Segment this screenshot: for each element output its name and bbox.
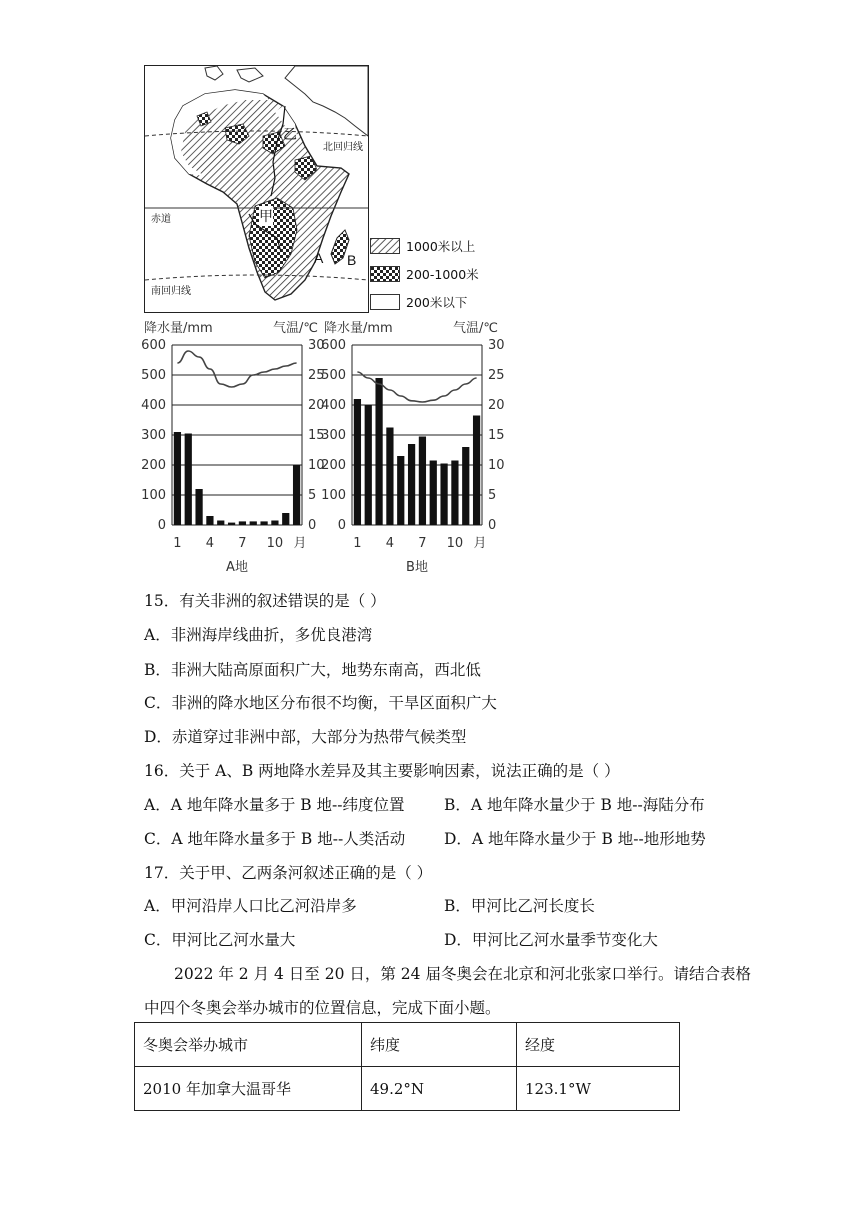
y2-tick-label: 15	[308, 428, 325, 443]
river-label-jia: 甲	[259, 206, 273, 226]
y-tick-label: 300	[321, 428, 346, 443]
question-15-stem: 15．有关非洲的叙述错误的是（ ）	[144, 592, 386, 610]
y2-tick-label: 5	[488, 488, 497, 503]
question-16-option-c: C．A 地年降水量多于 B 地--人类活动	[144, 830, 406, 848]
y2-tick-label: 15	[488, 428, 505, 443]
precipitation-bar	[451, 461, 458, 526]
intro-line-2: 中四个冬奥会举办城市的位置信息，完成下面小题。	[144, 999, 501, 1017]
precipitation-bar	[473, 416, 480, 526]
table-header-cell: 经度	[517, 1023, 680, 1067]
y-axis-label: 降水量/mm	[324, 321, 393, 336]
legend-item-low	[370, 292, 510, 312]
y2-axis-label: 气温/℃	[273, 321, 318, 336]
precipitation-bar	[174, 432, 181, 525]
intro-line-1: 2022 年 2 月 4 日至 20 日，第 24 届冬奥会在北京和河北张家口举行。请结合表格	[174, 965, 751, 983]
precipitation-bar	[271, 521, 278, 526]
x-tick-label: 4	[385, 536, 395, 551]
y2-tick-label: 20	[488, 398, 505, 413]
precipitation-bar	[430, 461, 437, 526]
question-17-stem: 17．关于甲、乙两条河叙述正确的是（ ）	[144, 864, 433, 882]
legend-label: 200米以下	[406, 295, 468, 310]
precipitation-bar	[282, 513, 289, 525]
y-tick-label: 200	[321, 458, 346, 473]
precipitation-bar	[217, 521, 224, 526]
precipitation-bar	[365, 405, 372, 525]
precipitation-bar	[386, 428, 393, 526]
y2-tick-label: 25	[488, 368, 505, 383]
question-17-option-b: B．甲河比乙河长度长	[444, 897, 595, 915]
equator-label: 赤道	[151, 214, 171, 225]
precipitation-bar	[375, 378, 382, 525]
africa-topographic-map	[144, 65, 369, 313]
point-label-a: A	[314, 250, 324, 266]
y-tick-label: 0	[337, 518, 346, 533]
question-15-option-d: D．赤道穿过非洲中部，大部分为热带气候类型	[144, 728, 467, 746]
y-tick-label: 100	[321, 488, 346, 503]
precipitation-bar	[408, 444, 415, 525]
chart-title: B地	[406, 560, 428, 575]
y2-tick-label: 0	[308, 518, 317, 533]
question-17-option-c: C．甲河比乙河水量大	[144, 931, 296, 949]
precipitation-bar	[206, 516, 213, 525]
precipitation-bar	[354, 399, 361, 525]
blank-swatch-icon	[370, 294, 400, 310]
olympics-table	[134, 1022, 680, 1111]
tropic-south-label: 南回归线	[151, 286, 191, 297]
y-tick-label: 200	[141, 458, 166, 473]
point-label-b: B	[347, 252, 357, 268]
y2-tick-label: 0	[488, 518, 497, 533]
precipitation-bar	[185, 434, 192, 526]
precipitation-bar	[195, 489, 202, 525]
legend-item-high	[370, 236, 510, 256]
table-cell: 49.2°N	[362, 1067, 517, 1111]
x-tick-label: 4	[205, 536, 215, 551]
table-header-cell: 冬奥会举办城市	[135, 1023, 362, 1067]
y-tick-label: 600	[321, 338, 346, 353]
precipitation-bar	[293, 465, 300, 525]
x-tick-label: 7	[418, 536, 427, 551]
checker-swatch-icon	[370, 266, 400, 282]
x-tick-label: 10	[266, 536, 284, 551]
question-15-option-c: C．非洲的降水地区分布很不均衡，干旱区面积广大	[144, 694, 497, 712]
y-tick-label: 500	[141, 368, 166, 383]
chart-title: A地	[226, 560, 248, 575]
x-unit-label: 月	[293, 536, 307, 551]
x-tick-label: 10	[446, 536, 464, 551]
question-17-option-a: A．甲河沿岸人口比乙河沿岸多	[144, 897, 357, 915]
question-15-option-b: B．非洲大陆高原面积广大，地势东南高，西北低	[144, 661, 481, 679]
precipitation-bar	[440, 464, 447, 526]
question-17-option-d: D．甲河比乙河水量季节变化大	[444, 931, 658, 949]
legend-item-mid	[370, 264, 510, 284]
temperature-line	[177, 351, 296, 387]
precipitation-bar	[228, 523, 235, 525]
question-16-option-d: D．A 地年降水量少于 B 地--地形地势	[444, 830, 706, 848]
y2-tick-label: 20	[308, 398, 325, 413]
legend-label: 1000米以上	[406, 239, 476, 254]
y-axis-label: 降水量/mm	[144, 321, 213, 336]
y2-axis-label: 气温/℃	[453, 321, 498, 336]
precipitation-bar	[419, 437, 426, 526]
tropic-north-label: 北回归线	[323, 142, 363, 153]
map-drawing	[145, 66, 368, 312]
question-15-option-a: A．非洲海岸线曲折，多优良港湾	[144, 626, 373, 644]
precipitation-bar	[250, 521, 257, 525]
table-row	[135, 1067, 680, 1111]
precipitation-bar	[397, 456, 404, 525]
y-tick-label: 400	[141, 398, 166, 413]
precipitation-bar	[260, 521, 267, 525]
table-cell: 2010 年加拿大温哥华	[135, 1067, 362, 1111]
x-tick-label: 1	[353, 536, 362, 551]
y2-tick-label: 25	[308, 368, 325, 383]
y-tick-label: 300	[141, 428, 166, 443]
y-tick-label: 500	[321, 368, 346, 383]
y-tick-label: 0	[157, 518, 166, 533]
precipitation-bar	[462, 447, 469, 525]
y2-tick-label: 30	[308, 338, 325, 353]
x-unit-label: 月	[473, 536, 487, 551]
hatch-swatch-icon	[370, 238, 400, 254]
table-header-row	[135, 1023, 680, 1067]
question-16-stem: 16．关于 A、B 两地降水差异及其主要影响因素，说法正确的是（ ）	[144, 762, 620, 780]
table-cell: 123.1°W	[517, 1067, 680, 1111]
question-16-option-b: B．A 地年降水量少于 B 地--海陆分布	[444, 796, 705, 814]
x-tick-label: 1	[173, 536, 182, 551]
legend-label: 200-1000米	[406, 267, 479, 282]
table-header-cell: 纬度	[362, 1023, 517, 1067]
y2-tick-label: 10	[308, 458, 325, 473]
precipitation-bar	[239, 521, 246, 525]
y2-tick-label: 5	[308, 488, 317, 503]
y-tick-label: 400	[321, 398, 346, 413]
temperature-line	[357, 372, 476, 402]
y-tick-label: 600	[141, 338, 166, 353]
climate-charts	[130, 314, 550, 584]
river-label-yi: 乙	[283, 127, 297, 143]
question-16-option-a: A．A 地年降水量多于 B 地--纬度位置	[144, 796, 405, 814]
x-tick-label: 7	[238, 536, 247, 551]
y2-tick-label: 30	[488, 338, 505, 353]
y-tick-label: 100	[141, 488, 166, 503]
y2-tick-label: 10	[488, 458, 505, 473]
